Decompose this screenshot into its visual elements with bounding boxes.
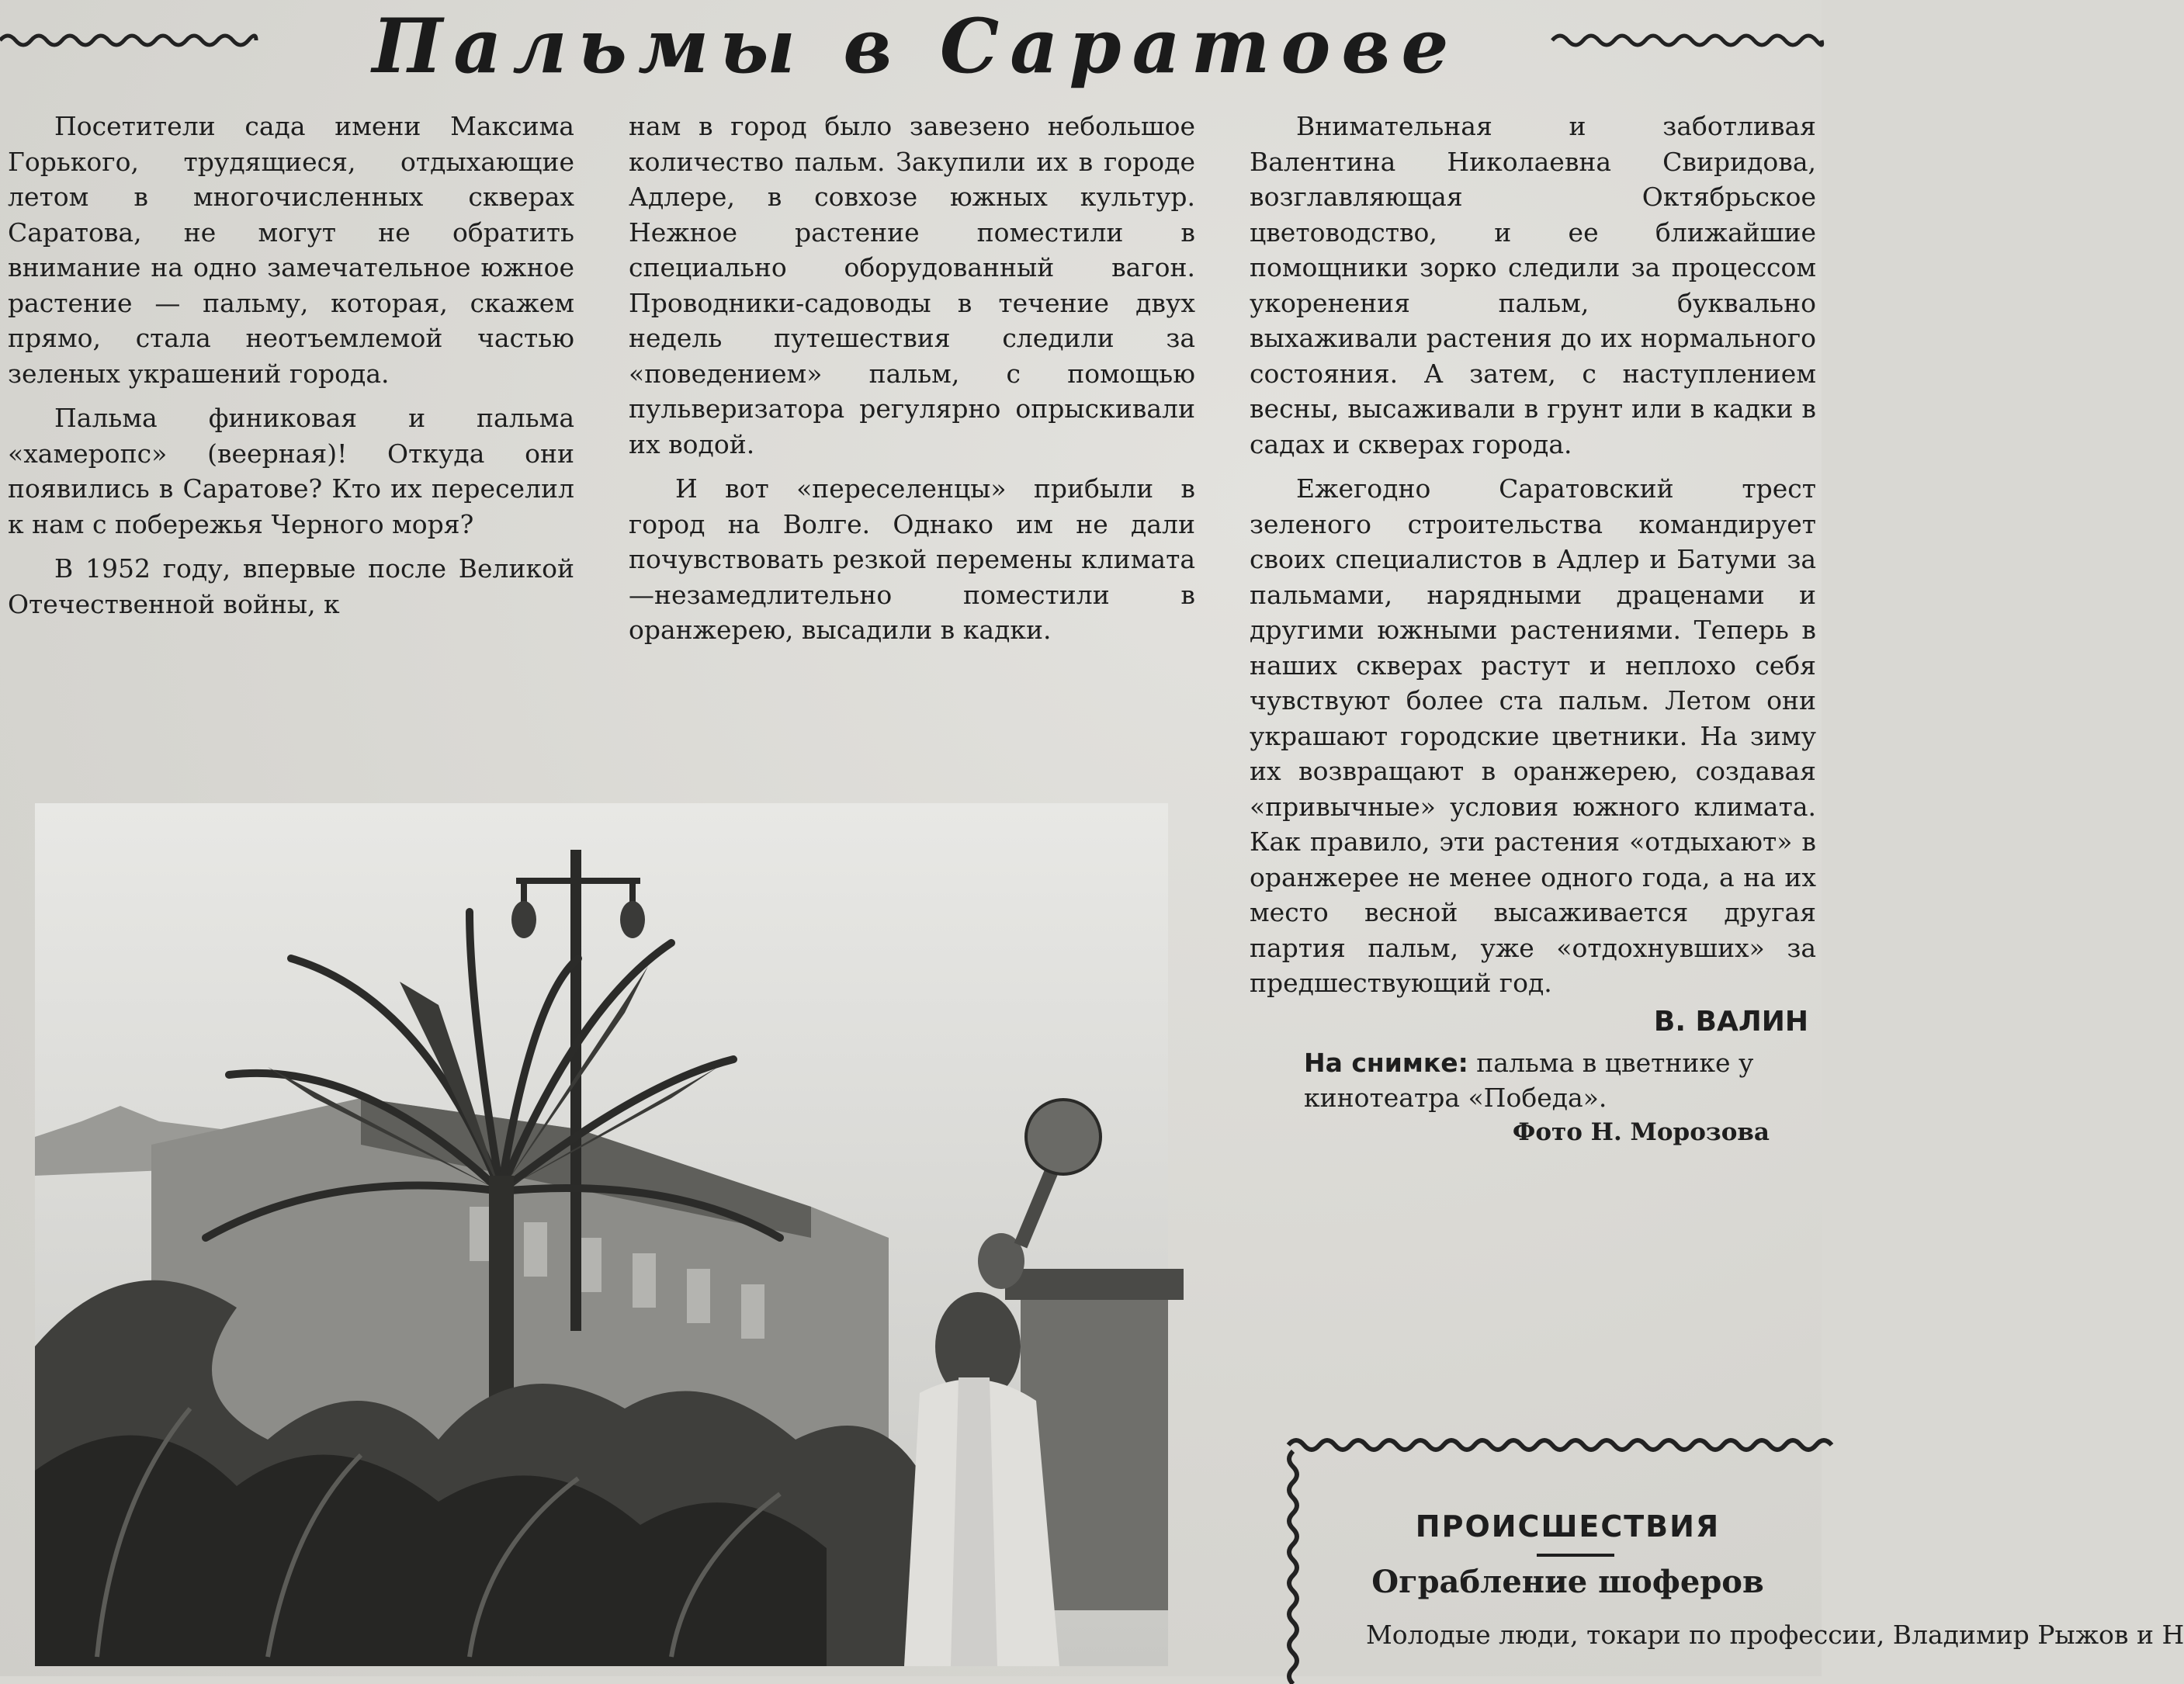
incident-text: Молодые люди, токари по профессии, Владимир Рыжов и Н [1366,1620,2184,1650]
caption-text: пальма в цветнике у кинотеатра «Победа». [1304,1048,1754,1113]
author-byline: В. ВАЛИН [1653,1005,1808,1038]
article-column-1 [8,109,574,622]
incidents-box [1242,1428,2184,1684]
paragraph: Ежегодно Саратовский трест зеленого строительства командирует своих специалистов в Адлер и Батуми за пальмами, нарядными драценами и другими южными растениями. Теперь в наших скверах растут и неплохо себя чувствуют более ста пальм. Летом они украшают городские цветники. На зиму их возвращают в оранжерею, создавая «привычные» условия южного климата. Как правило, эти растения «отдыхают» в оранжерее не менее одного года, а на их место весной высаживается другая партия пальм, уже «отдохнувших» за предшествующий год. [1250,473,1816,998]
paragraph: нам в город было завезено небольшое количество пальм. Закупили их в городе Адлере, в совхозе южных культур. Нежное растение поместили в специально оборудованный вагон. Проводники-садоводы в течение двух недель путешествия следили за «поведением» пальм, с помощью пульверизатора регулярно опрыскивали их водой. [629,111,1195,459]
paragraph: Внимательная и заботливая Валентина Николаевна Свиридова, возглавляющая Октябрьское цветоводство, и ее ближайшие помощники зорко следили за процессом укоренения пальм, буквально выхаживали растения до их нормального состояния. А затем, с наступлением весны, высаживали в грунт или в кадки в садах и скверах города. [1250,111,1816,459]
section-divider [1537,1554,1614,1557]
article-photo [35,803,1168,1666]
caption-lead: На снимке: [1304,1048,1468,1078]
paragraph: И вот «переселенцы» прибыли в город на Волге. Однако им не дали почувствовать резкой перемены климата—незамедлительно поместили в оранжерею, высадили в кадки. [629,473,1195,645]
article-column-2 [629,109,1195,648]
photo-credit: Фото Н. Морозова [1512,1118,1770,1146]
headline-ornament-left [0,23,256,54]
paragraph: В 1952 году, впервые после Великой Отечественной войны, к [8,553,574,619]
paragraph: Пальма финиковая и пальма «хамеропс» (веерная)! Откуда они появились в Саратове? Кто их переселил к нам с побережья Черного моря? [8,403,574,539]
paragraph: Посетители сада имени Максима Горького, трудящиеся, отдыхающие летом в многочисленных скверах Саратова, не могут не обратить внимание на одно замечательное южное растение — пальму, которая, скажем прямо, стала неотъемлемой частью зеленых украшений города. [8,111,574,389]
article-headline: Пальмы в Саратове [372,2,1460,90]
article-column-3 [1250,109,1816,1151]
headline-ornament-right [1552,23,1822,54]
incidents-section-title: ПРОИСШЕСТВИЯ [1415,1509,1721,1544]
palm-photo-illustration [35,803,1168,1666]
photo-caption [1250,1045,1816,1115]
incident-headline: Ограбление шоферов [1371,1564,1764,1600]
